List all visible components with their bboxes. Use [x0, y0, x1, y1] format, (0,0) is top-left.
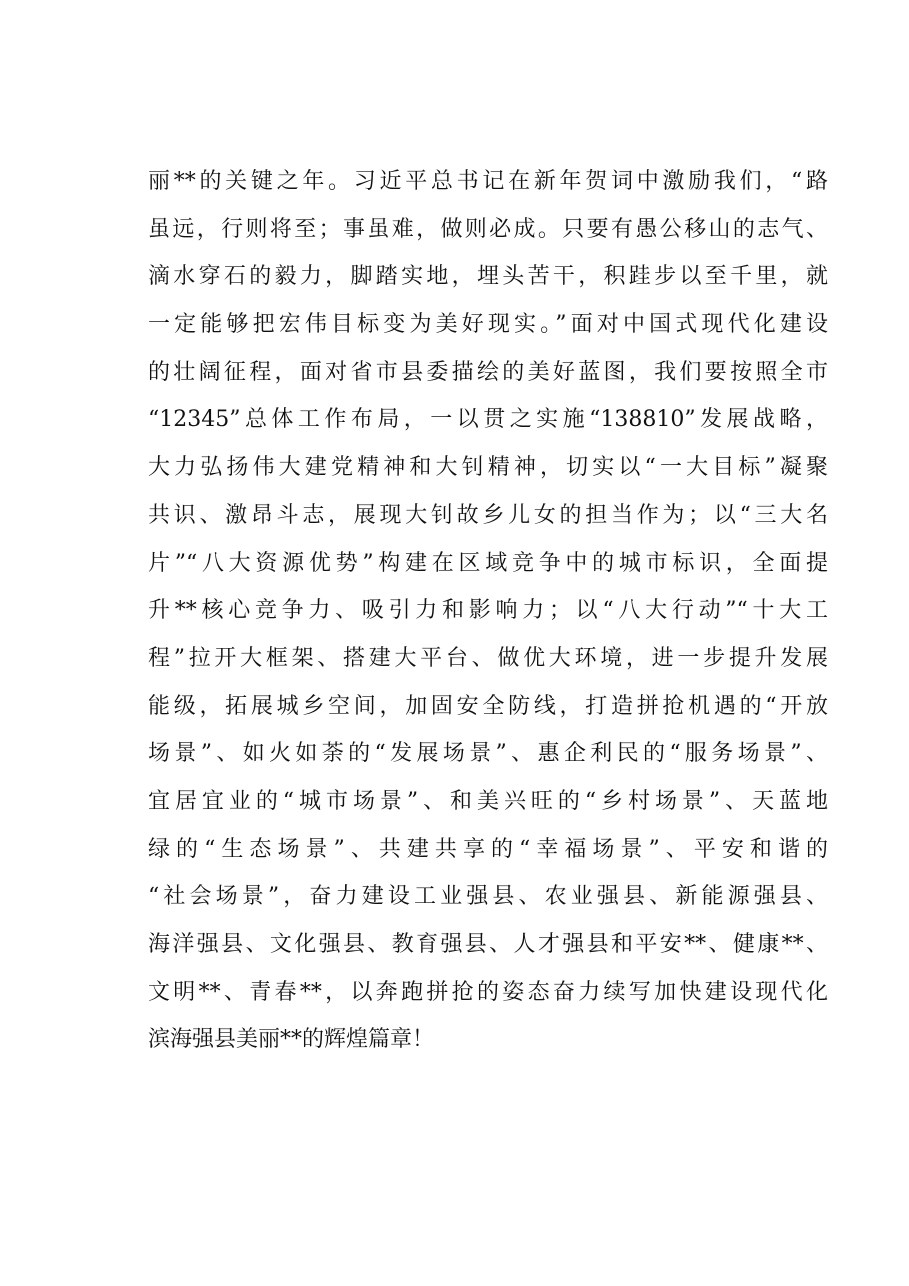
- paragraph-line: “社会场景”，奋力建设工业强县、农业强县、新能源强县、: [148, 884, 828, 910]
- paragraph-line-last: 滨海强县美丽**的辉煌篇章！: [148, 1027, 435, 1053]
- paragraph-line: 虽远，行则将至；事虽难，做则必成。只要有愚公移山的志气、: [148, 216, 828, 242]
- paragraph-line: 文明**、青春**，以奔跑拼抢的姿态奋力续写加快建设现代化: [148, 979, 828, 1005]
- paragraph-line: 场景”、如火如荼的“发展场景”、惠企利民的“服务场景”、: [148, 741, 828, 767]
- paragraph-line: 升**核心竞争力、吸引力和影响力；以“八大行动”“十大工: [148, 598, 828, 624]
- body-paragraph: [148, 158, 828, 1064]
- paragraph-line: “12345”总体工作布局，一以贯之实施“138810”发展战略，: [148, 407, 828, 433]
- paragraph-line: 一定能够把宏伟目标变为美好现实。”面对中国式现代化建设: [148, 312, 828, 338]
- paragraph-line: 滴水穿石的毅力，脚踏实地，埋头苦干，积跬步以至千里，就: [148, 264, 828, 290]
- paragraph-line: 程”拉开大框架、搭建大平台、做优大环境，进一步提升发展: [148, 645, 828, 671]
- paragraph-line: 片”“八大资源优势”构建在区域竞争中的城市标识，全面提: [148, 550, 828, 576]
- paragraph-line: 能级，拓展城乡空间，加固安全防线，打造拼抢机遇的“开放: [148, 693, 828, 719]
- paragraph-line: 海洋强县、文化强县、教育强县、人才强县和平安**、健康**、: [148, 932, 828, 957]
- paragraph-line: 绿的“生态场景”、共建共享的“幸福场景”、平安和谐的: [148, 836, 828, 862]
- paragraph-line: 共识、激昂斗志，展现大钊故乡儿女的担当作为；以“三大名: [148, 502, 828, 528]
- paragraph-line: 大力弘扬伟大建党精神和大钊精神，切实以“一大目标”凝聚: [148, 455, 828, 481]
- paragraph-line: 宜居宜业的“城市场景”、和美兴旺的“乡村场景”、天蓝地: [148, 788, 828, 814]
- paragraph-line: 丽**的关键之年。习近平总书记在新年贺词中激励我们，“路: [148, 169, 828, 194]
- paragraph-line: 的壮阔征程，面对省市县委描绘的美好蓝图，我们要按照全市: [148, 359, 828, 385]
